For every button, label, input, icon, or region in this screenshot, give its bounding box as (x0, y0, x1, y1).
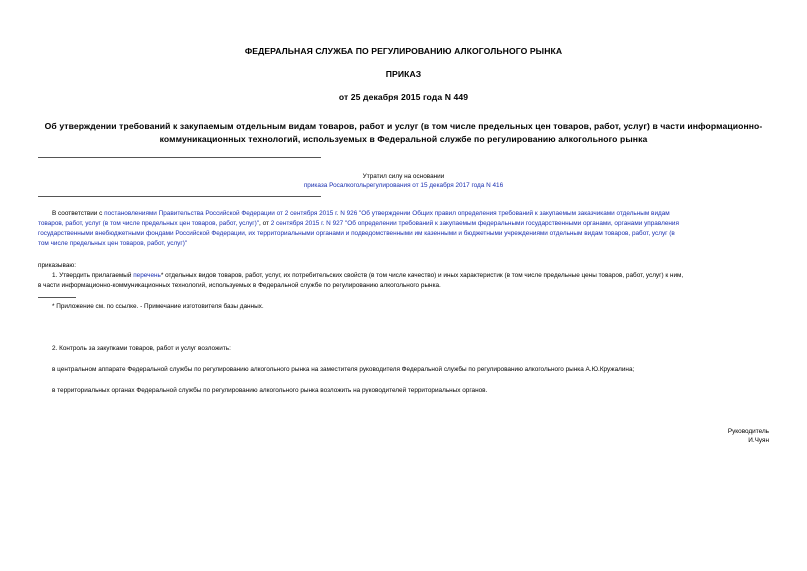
preamble-text: В соответствии с (52, 210, 105, 217)
order-item1-line1 (52, 271, 768, 281)
footnote-divider (38, 297, 76, 298)
footnote: * Приложение см. по ссылке. - Примечание изготовителя базы данных. (52, 303, 264, 310)
divider-bottom (38, 196, 321, 197)
decree-927-link[interactable]: 2 сентября 2015 г. N 927 "Об определении требований к закупаемым федеральными государственными органами, органами управления (270, 220, 679, 227)
list-link[interactable]: перечень (133, 272, 161, 279)
divider-top (38, 157, 321, 158)
preamble-text-mid: , от (259, 220, 271, 227)
doc-title-line1: Об утверждении требований к закупаемым отдельным видам товаров, работ и услуг (в том числе предельных цен товаров, работ, услуг) в части информационно- (44, 121, 763, 131)
preamble-line1 (52, 209, 768, 219)
decree-927-link-line3[interactable]: государственными внебюджетными фондами Российской Федерации, их территориальными органами и подведомственными им казенными и бюджетными учреждениями отдельным видам товаров, работ, услуг (в (38, 230, 675, 237)
doc-title-line2: коммуникационных технологий, используемых в Федеральной службе по регулированию алкогольного рынка (159, 134, 648, 144)
signature-name: И.Чуян (748, 437, 769, 444)
status-note-link[interactable]: приказа Росалкогольрегулирования от 15 декабря 2017 года N 416 (303, 182, 504, 189)
order-item1-line2: в части информационно-коммуникационных технологий, используемых в Федеральной службе по регулированию алкогольного рынка. (38, 282, 441, 289)
doc-type: ПРИКАЗ (385, 69, 422, 79)
order-item2: 2. Контроль за закупками товаров, работ и услуг возложить: (52, 345, 231, 352)
order-item2-territorial: в территориальных органах Федеральной службы по регулированию алкогольного рынка возложить на руководителей территориальных органов. (52, 387, 488, 394)
order-item2-central: в центральном аппарате Федеральной службы по регулированию алкогольного рынка на заместителя руководителя Федеральной службы по регулированию алкогольного рынка А.Ю.Кружалина; (52, 366, 635, 373)
decree-926-link[interactable]: постановлениями Правительства Российской Федерации от 2 сентября 2015 г. N 926 "Об утверждении Общих правил определения требований к закупаемым заказчиками отдельным видам (104, 210, 670, 217)
order-item1-text-b: * отдельных видов товаров, работ, услуг, их потребительских свойств (в том числе качество) и иных характеристик (в том числе предельные цены товаров, работ, услуг) к ним, (160, 272, 684, 279)
preamble-line2 (38, 219, 768, 229)
signature-role: Руководитель (727, 428, 769, 435)
prikazyvayu: приказываю: (38, 262, 76, 269)
decree-927-link-line4[interactable]: том числе предельных цен товаров, работ, услуг)" (38, 240, 188, 247)
decree-926-link-cont[interactable]: товаров, работ, услуг (в том числе предельных цен товаров, работ, услуг)" (38, 220, 260, 227)
order-item1-text: 1. Утвердить прилагаемый (52, 272, 134, 279)
status-note-line1: Утратил силу на основании (362, 173, 445, 180)
agency-name: ФЕДЕРАЛЬНАЯ СЛУЖБА ПО РЕГУЛИРОВАНИЮ АЛКОГОЛЬНОГО РЫНКА (244, 46, 563, 56)
doc-date-number: от 25 декабря 2015 года N 449 (338, 92, 469, 102)
